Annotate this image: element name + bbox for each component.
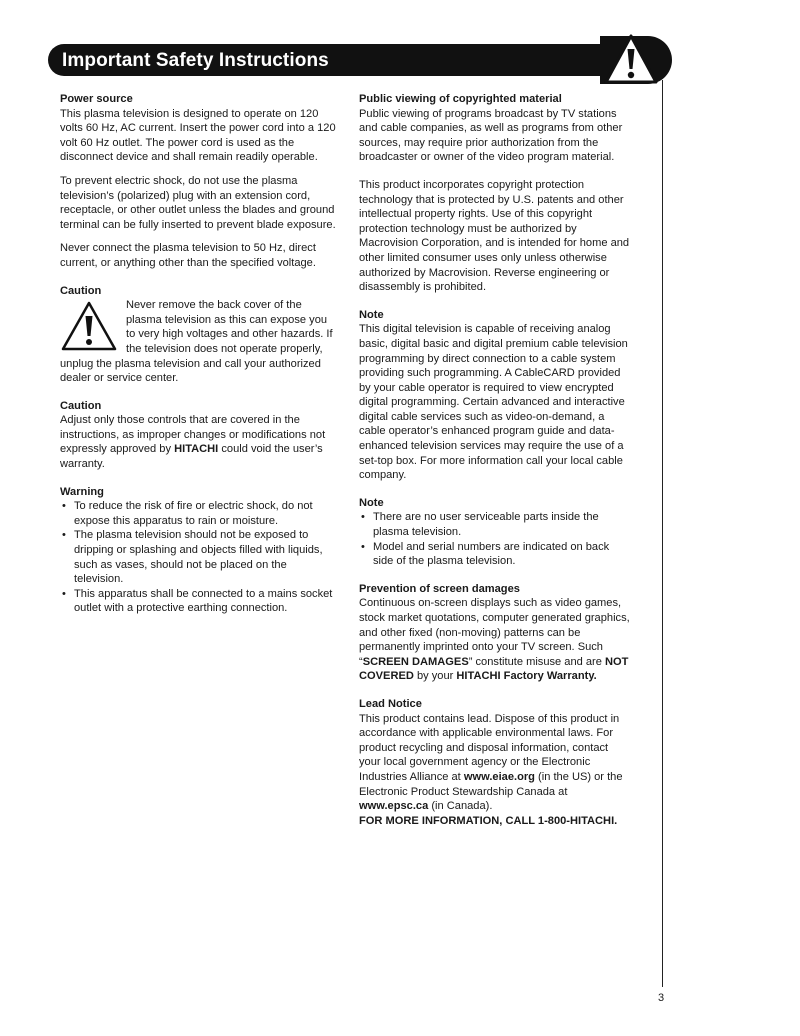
power-source-heading: Power source bbox=[60, 93, 133, 105]
caution-heading-1: Caution bbox=[60, 284, 102, 297]
warning-heading: Warning bbox=[60, 485, 104, 498]
margin-rule bbox=[662, 80, 663, 987]
caution-heading-2: Caution bbox=[60, 399, 102, 412]
left-column bbox=[60, 92, 336, 616]
lead-notice-text: This product contains lead. Dispose of this product in accordance with applicable environmental laws. For product recycling and disposal information, contact your local government agency or the Electronic Industries Alliance at www.eiae.org (in the US) or the Electronic Product Stewardship Canada at www.epsc.ca (in Canada). bbox=[359, 712, 623, 813]
eiae-link: www.eiae.org bbox=[463, 770, 535, 783]
page-title: Important Safety Instructions bbox=[62, 50, 329, 71]
note-heading-2: Note bbox=[359, 496, 384, 509]
public-viewing-paragraph-1: Public viewing of programs broadcast by TV stations and cable companies, as well as programs from other sources, may require prior authorization from the broadcaster or owner of the video program material. bbox=[359, 107, 623, 164]
prevention-text: Continuous on-screen displays such as video games, stock market quotations, computer generated graphics, and other fixed (non-moving) patterns can be permanently imprinted onto your TV screen. Such “SCREEN DAMAGES” constitute misuse and are NOT COVERED by your HITACHI Factory Warranty. bbox=[359, 597, 630, 683]
list-item: • Model and serial numbers are indicated on back side of the plasma television. bbox=[361, 540, 610, 568]
public-viewing-paragraph-2: This product incorporates copyright protection technology that is protected by U.S. patents and other intellectual property rights. Use of this copyright protection technology must be authorized by Macrovision Corporation, and is intended for home and other limited consumer uses only unless otherwise authorized by Macrovision. Reverse engineering or disassembly is prohibited. bbox=[359, 178, 630, 294]
page-number: 3 bbox=[658, 992, 665, 1004]
warning-triangle-icon bbox=[60, 300, 118, 352]
note-heading-1: Note bbox=[359, 308, 384, 321]
power-source-paragraph-3: Never connect the plasma television to 50 Hz, direct current, or anything other than the specified voltage. bbox=[60, 242, 316, 269]
caution-text-2: Adjust only those controls that are covered in the instructions, as improper changes or modifications not expressly approved by HITACHI could void the user’s warranty. bbox=[60, 414, 326, 471]
call-info: FOR MORE INFORMATION, CALL 1-800-HITACHI. bbox=[359, 814, 618, 827]
warning-list bbox=[60, 499, 336, 616]
warning-triangle-icon bbox=[603, 33, 659, 85]
list-item: • To reduce the risk of fire or electric shock, do not expose this apparatus to rain or moisture. bbox=[62, 500, 313, 527]
public-viewing-heading: Public viewing of copyrighted material bbox=[359, 93, 562, 105]
list-item: • This apparatus shall be connected to a mains socket outlet with a protective earthing connection. bbox=[62, 587, 333, 615]
right-column bbox=[359, 92, 632, 828]
prevention-heading: Prevention of screen damages bbox=[359, 582, 520, 595]
lead-notice-heading: Lead Notice bbox=[359, 697, 422, 710]
caution-text-1: Never remove the back cover of the plasma television as this can expose you to very high voltages and other hazards. If the television does not operate properly, unplug the plasma television and call your authorized dealer or service center. bbox=[60, 299, 333, 385]
note-list bbox=[359, 510, 632, 568]
power-source-paragraph-1: This plasma television is designed to operate on 120 volts 60 Hz, AC current. Insert the power cord into a 120 volt 60 Hz outlet. The power cord is used as the disconnect device and shall remain readily operable. bbox=[60, 107, 336, 164]
list-item: • The plasma television should not be exposed to dripping or splashing and objects filled with liquids, such as vases, should not be placed on the television. bbox=[62, 529, 323, 586]
caution-block-1 bbox=[60, 298, 336, 386]
power-source-paragraph-2: To prevent electric shock, do not use the plasma television’s (polarized) plug with an extension cord, receptacle, or other outlet unless the blades and ground terminal can be fully inserted to prevent blade exposure. bbox=[60, 174, 336, 231]
epsc-link: www.epsc.ca bbox=[359, 800, 429, 813]
note-text-1: This digital television is capable of receiving analog basic, digital basic and digital premium cable television programming by direct connection to a cable system providing such programming. A CableCARD provided by your cable operator is required to view encrypted digital programming. Certain advanced and interactive digital cable services such as video-on-demand, a cable operator’s enhanced program guide and data-enhanced television services may require the use of a set-top box. For more information call your local cable company. bbox=[359, 323, 628, 482]
list-item: • There are no user serviceable parts inside the plasma television. bbox=[361, 511, 599, 539]
